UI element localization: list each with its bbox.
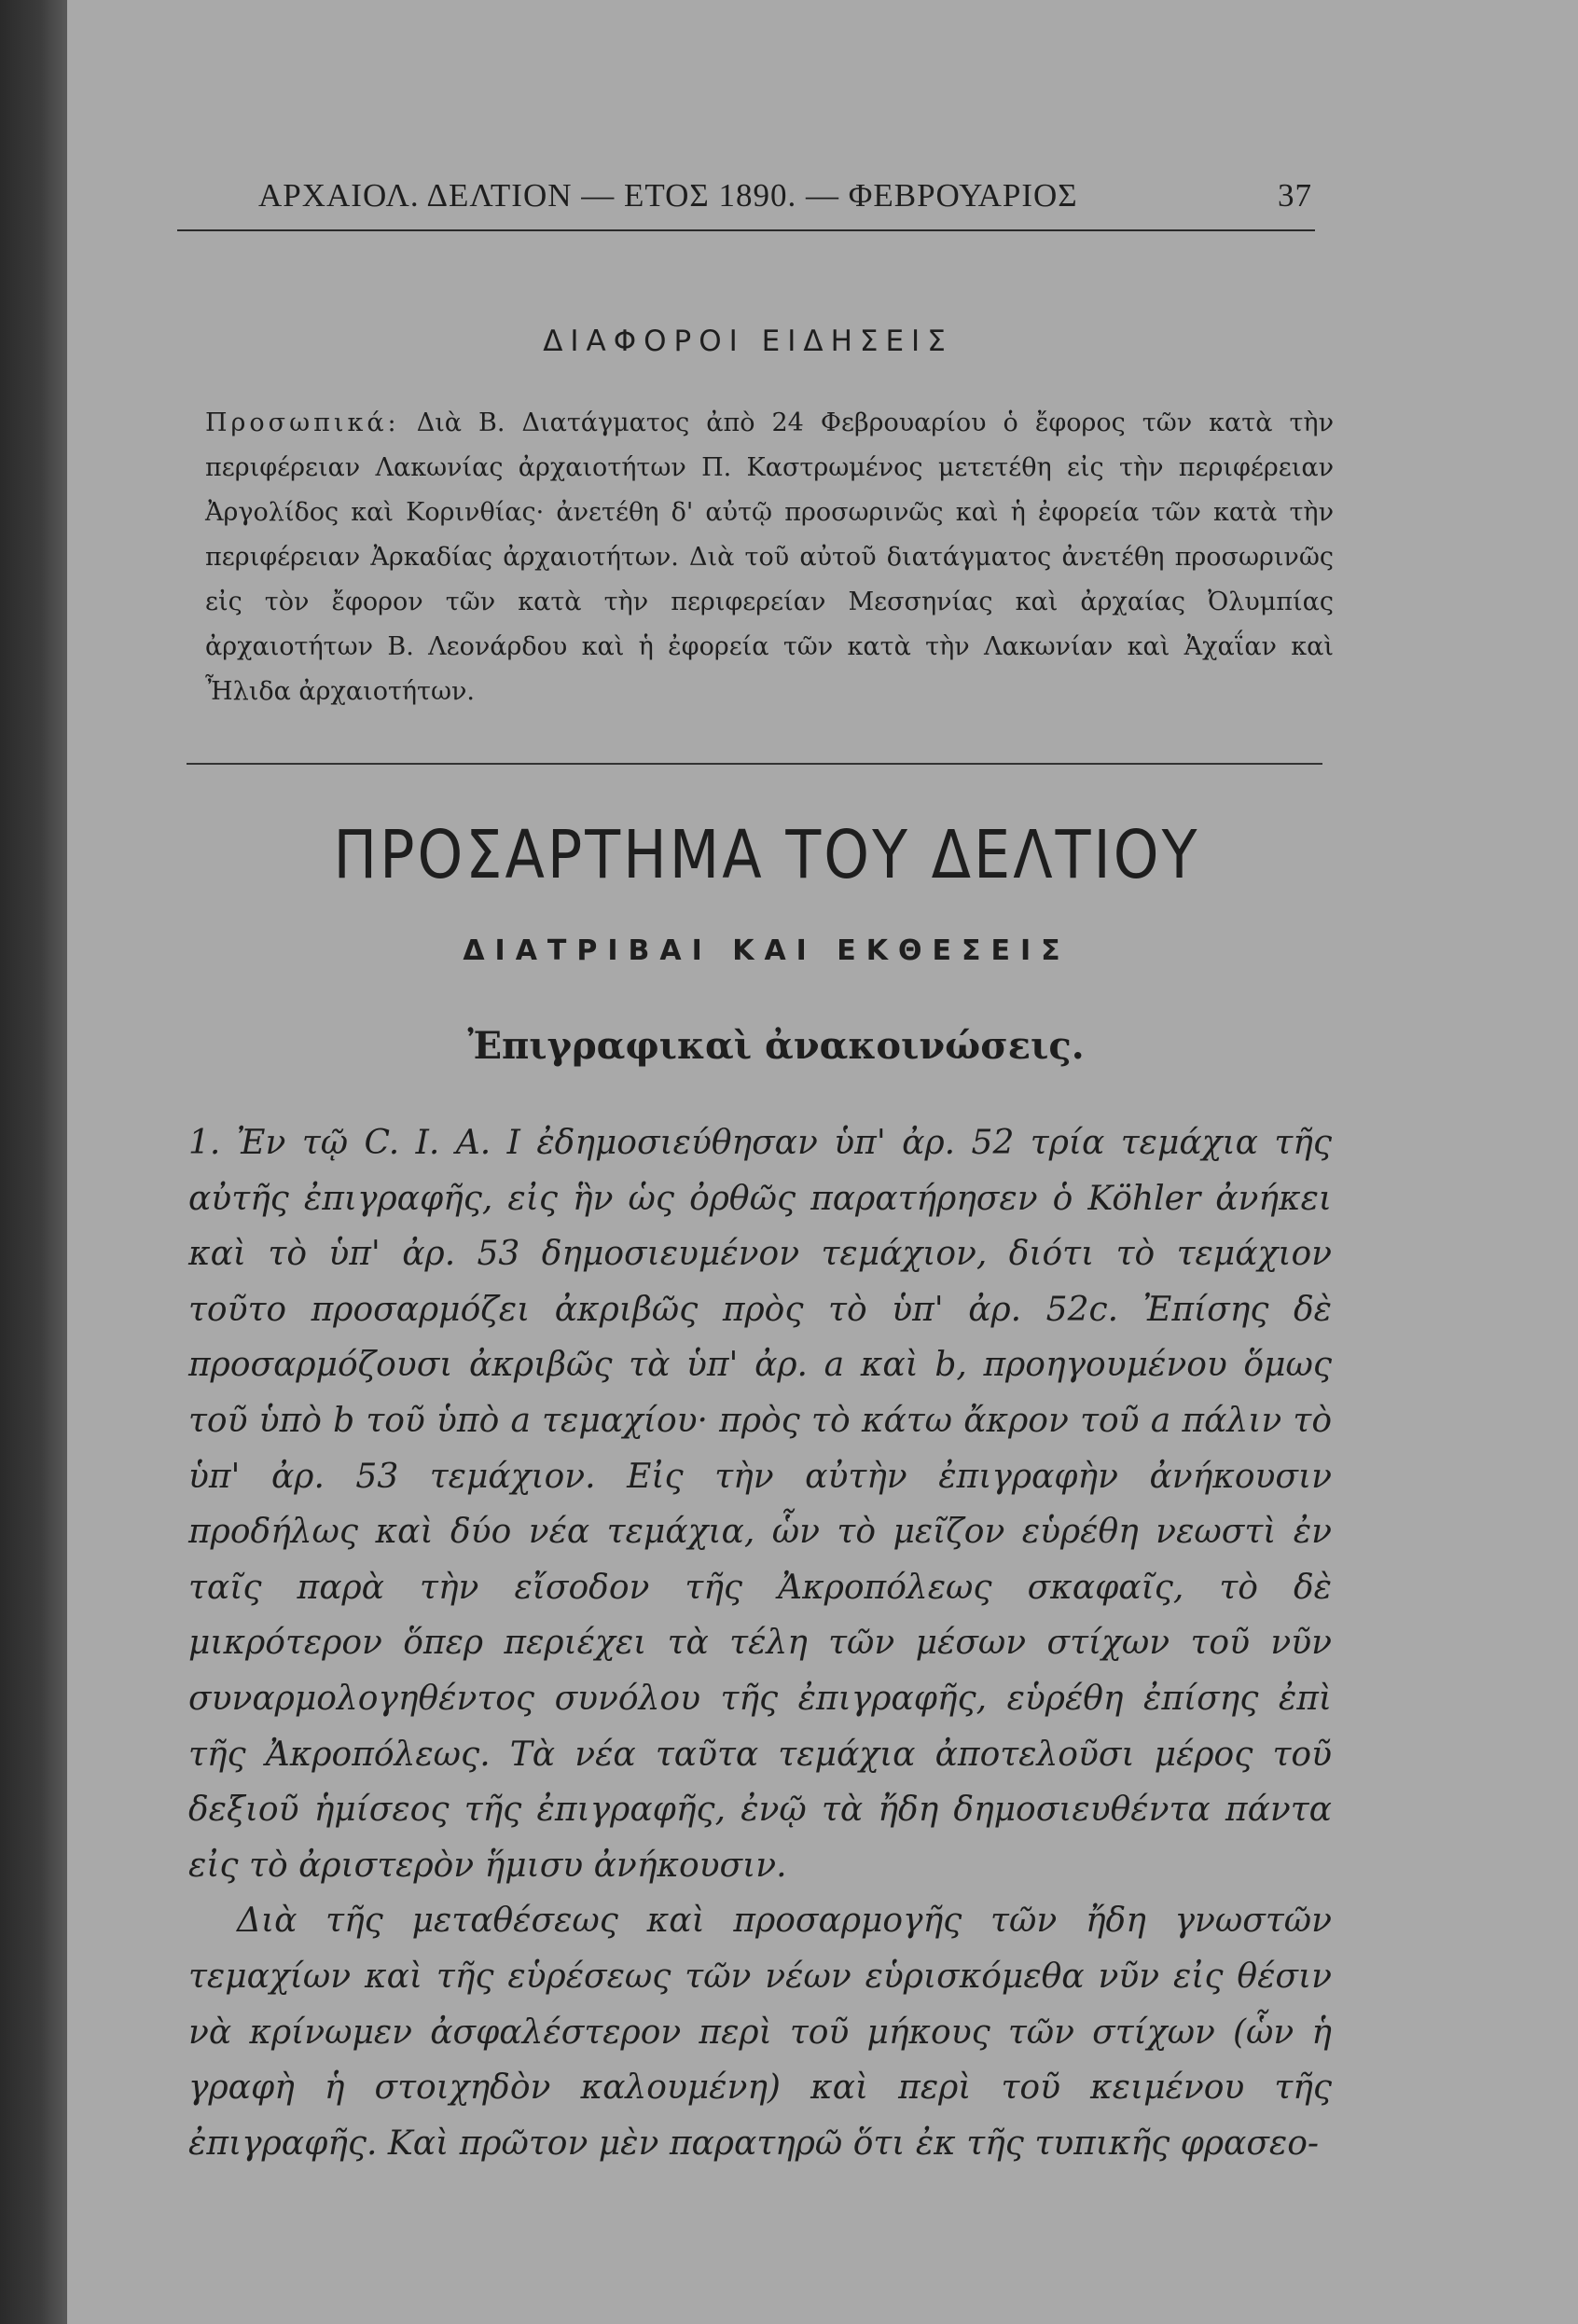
appendix-title: ΠΡΟΣΑΡΤΗΜΑ ΤΟΥ ΔΕΛΤΙΟΥ: [333, 815, 1200, 894]
article-body: [188, 1115, 1332, 2171]
news-text: Διὰ Β. Διατάγματος ἀπὸ 24 Φεβρουαρίου ὁ ἔφορος τῶν κατὰ τὴν περιφέρειαν Λακωνίας ἀρχαιοτήτων Π. Καστρωμένος μετετέθη εἰς τὴν περιφέρειαν Ἀργολίδος καὶ Κορινθίας· ἀνετέθη δ' αὐτῷ προσωρινῶς καὶ ἡ ἐφορεία τῶν κατὰ τὴν περιφέρειαν Ἀρκαδίας ἀρχαιοτήτων. Διὰ τοῦ αὐτοῦ διατάγματος ἀνετέθη προσωρινῶς εἰς τὸν ἔφορον τῶν κατὰ τὴν περιφερείαν Μεσσηνίας καὶ ἀρχαίας Ὀλυμπίας ἀρχαιοτήτων Β. Λεονάρδου καὶ ἡ ἐφορεία τῶν κατὰ τὴν Λακωνίαν καὶ Ἀχαΐαν καὶ Ἦλιδα ἀρχαιοτήτων.: [205, 408, 1334, 706]
running-head: [258, 177, 1312, 214]
page-number: 37: [1278, 177, 1312, 214]
header-rule: [177, 229, 1315, 231]
appendix-subtitle: ΔΙΑΤΡΙΒΑΙ ΚΑΙ ΕΚΘΕΣΕΙΣ: [463, 934, 1071, 967]
article-heading: Ἐπιγραφικαὶ ἀνακοινώσεις.: [467, 1024, 1085, 1068]
article-paragraph-1: 1. Ἐν τῷ C. I. A. I ἐδημοσιεύθησαν ὑπ' ἀρ. 52 τρία τεμάχια τῆς αὐτῆς ἐπιγραφῆς, εἰς ἣν ὡς ὀρθῶς παρατήρησεν ὁ Köhler ἀνήκει καὶ τὸ ὑπ' ἀρ. 53 δημοσιευμένον τεμάχιον, διότι τὸ τεμάχιον τοῦτο προσαρμόζει ἀκριβῶς πρὸς τὸ ὑπ' ἀρ. 52c. Ἐπίσης δὲ προσαρμόζουσι ἀκριβῶς τὰ ὑπ' ἀρ. a καὶ b, προηγουμένου ὅμως τοῦ ὑπὸ b τοῦ ὑπὸ a τεμαχίου· πρὸς τὸ κάτω ἄκρον τοῦ a πάλιν τὸ ὑπ' ἀρ. 53 τεμάχιον. Εἰς τὴν αὐτὴν ἐπιγραφὴν ἀνήκουσιν προδήλως καὶ δύο νέα τεμάχια, ὧν τὸ μεῖζον εὑρέθη νεωστὶ ἐν ταῖς παρὰ τὴν εἴσοδον τῆς Ἀκροπόλεως σκαφαῖς, τὸ δὲ μικρότερον ὅπερ περιέχει τὰ τέλη τῶν μέσων στίχων τοῦ νῦν συναρμολογηθέντος συνόλου τῆς ἐπιγραφῆς, εὑρέθη ἐπίσης ἐπὶ τῆς Ἀκροπόλεως. Τὰ νέα ταῦτα τεμάχια ἀποτελοῦσι μέρος τοῦ δεξιοῦ ἡμίσεος τῆς ἐπιγραφῆς, ἐνῷ τὰ ἤδη δημοσιευθέντα πάντα εἰς τὸ ἀριστερὸν ἥμισυ ἀνήκουσιν.: [188, 1124, 1332, 1885]
book-binding-shadow: [0, 0, 67, 2324]
article-paragraph-2: Διὰ τῆς μεταθέσεως καὶ προσαρμογῆς τῶν ἤδη γνωστῶν τεμαχίων καὶ τῆς εὑρέσεως τῶν νέων εὑρισκόμεθα νῦν εἰς θέσιν νὰ κρίνωμεν ἀσφαλέστερον περὶ τοῦ μήκους τῶν στίχων (ὧν ἡ γραφὴ ἡ στοιχηδὸν καλουμένη) καὶ περὶ τοῦ κειμένου τῆς ἐπιγραφῆς. Καὶ πρῶτον μὲν παρατηρῶ ὅτι ἐκ τῆς τυπικῆς φρασεο-: [188, 1902, 1332, 2163]
news-label: Προσωπικά:: [205, 408, 400, 437]
news-section-title: ΔΙΑΦΟΡΟΙ ΕΙΔΗΣΕΙΣ: [543, 325, 953, 358]
book-page: [67, 0, 1578, 2324]
running-head-title: ΑΡΧΑΙΟΛ. ΔΕΛΤΙΟΝ — ΕΤΟΣ 1890. — ΦΕΒΡΟΥΑΡΙΟΣ: [258, 177, 1078, 214]
news-paragraph: [205, 401, 1334, 714]
section-divider: [187, 763, 1322, 765]
